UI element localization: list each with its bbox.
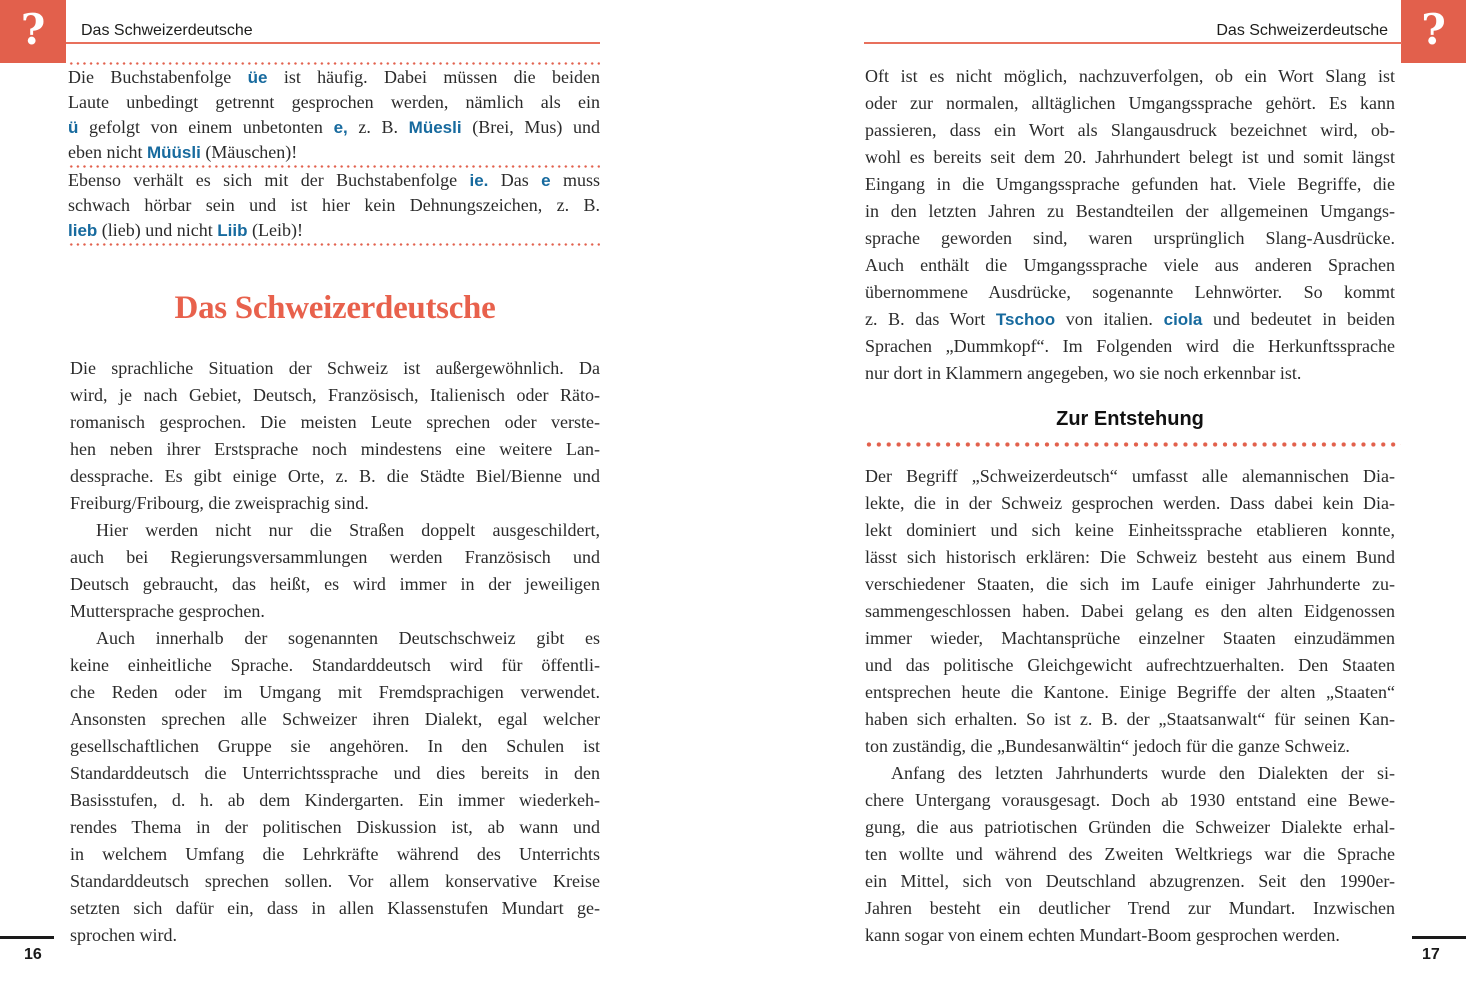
text-line: in den letzten Jahren zu Bestandteilen der allgemeinen Umgangs- (865, 201, 1395, 221)
text-line: verschiedener Staaten, die sich im Laufe einiger Jahrhunderte zu- (865, 574, 1395, 594)
dialect-term: Müesli (408, 118, 462, 137)
footer-rule-right (1412, 936, 1466, 939)
text-line: Muttersprache gesprochen. (70, 601, 265, 621)
text-line: Hier werden nicht nur die Straßen doppelt ausgeschildert, (96, 520, 600, 540)
text-line: gesellschaftlichen Gruppe sie angehören. In den Schulen ist (70, 736, 600, 756)
text-line: passieren, dass ein Wort als Slangausdruck bezeichnet wird, ob- (865, 120, 1395, 140)
text-line: ü gefolgt von einem unbetonten e, z. B. Müesli (Brei, Mus) und (68, 117, 600, 137)
chapter-marker-left (0, 0, 66, 63)
text-line: ton zuständig, die „Bundesanwältin“ jedoch für die ganze Schweiz. (865, 736, 1350, 756)
dialect-term: Müüsli (146, 143, 201, 162)
text-line: Laute unbedingt getrennt gesprochen werden, nämlich als ein (68, 92, 600, 112)
text-line: Freiburg/Fribourg, die zweisprachig sind. (70, 493, 369, 513)
question-mark-icon: ? (1421, 4, 1446, 54)
text-line: chere Untergang vorausgesagt. Doch ab 1930 entstand eine Bewe- (865, 790, 1395, 810)
text-line: und das politische Gleichgewicht aufrechtzuerhalten. Den Staaten (865, 655, 1395, 675)
text-line: oder zur normalen, alltäglichen Umgangssprache gehört. Es kann (865, 93, 1395, 113)
text-line: lekte, die in der Schweiz gesprochen werden. Dass dabei kein Dia- (865, 493, 1395, 513)
info-box-ie (68, 168, 600, 243)
text-line: Ebenso verhält es sich mit der Buchstabenfolge ie. Das e muss (68, 170, 600, 190)
text-line: wohl es bereits seit dem 20. Jahrhundert belegt ist und somit längst (865, 147, 1395, 167)
body-text-right-top (865, 63, 1395, 387)
text-line: gung, die aus patriotischen Gründen die Schweizer Dialekte erhal- (865, 817, 1395, 837)
dialect-term: Liib (217, 221, 248, 240)
paragraph (70, 355, 600, 517)
text-line: setzten sich dafür ein, dass in allen Klassenstufen Mundart ge- (70, 898, 600, 918)
info-boxes (68, 62, 600, 246)
text-line: übernommene Ausdrücke, sogenannte Lehnwörter. So kommt (865, 282, 1395, 302)
dialect-term: e (541, 171, 551, 190)
text-line: lässt sich historisch erklären: Die Schweiz besteht aus einem Bund (865, 547, 1395, 567)
text-line: ten wollte und während des Zweiten Weltkriegs war die Sprache (865, 844, 1395, 864)
text-line: Ansonsten sprechen alle Schweizer ihren Dialekt, egal welcher (70, 709, 600, 729)
dialect-term: ie. (469, 171, 489, 190)
text-line: sprache geworden sind, waren ursprünglich Slang-Ausdrücke. (865, 228, 1395, 248)
dialect-term: Tschoo (995, 310, 1056, 329)
text-line: nur dort in Klammern angegeben, wo sie noch erkennbar ist. (865, 363, 1302, 383)
text-line: hen neben ihrer Erstsprache noch mindestens eine weitere Lan- (70, 439, 600, 459)
text-line: wird, je nach Gebiet, Deutsch, Französisch, Italienisch oder Räto- (70, 385, 600, 405)
header-rule-right (864, 42, 1402, 44)
text-line: Auch enthält die Umgangssprache viele aus anderen Sprachen (865, 255, 1395, 275)
body-text-left (70, 355, 600, 949)
text-line: kann sogar von einem echten Mundart-Boom gesprochen werden. (865, 925, 1340, 945)
text-line: Auch innerhalb der sogenannten Deutschschweiz gibt es (96, 628, 600, 648)
text-line: Jahren besteht ein deutlicher Trend zur Mundart. Inzwischen (865, 898, 1395, 918)
text-line: Oft ist es nicht möglich, nachzuverfolgen, ob ein Wort Slang ist (865, 66, 1395, 86)
question-mark-icon: ? (20, 4, 46, 54)
text-line: sprochen wird. (70, 925, 177, 945)
chapter-marker-right (1401, 0, 1466, 63)
chapter-title: Das Schweizerdeutsche (174, 290, 496, 326)
paragraph (70, 625, 600, 949)
body-text-right-bottom (865, 463, 1395, 949)
dotted-divider (68, 243, 600, 246)
text-line: keine einheitliche Sprache. Standarddeutsch wird für öffentli- (70, 655, 600, 675)
text-line: eben nicht Müüsli (Mäuschen)! (68, 142, 298, 162)
text-line: haben sich erhalten. So ist z. B. der „Staatsanwalt“ für seinen Kan- (865, 709, 1395, 729)
paragraph (68, 168, 600, 243)
paragraph (865, 760, 1395, 949)
text-line: Der Begriff „Schweizerdeutsch“ umfasst alle alemannischen Dia- (865, 466, 1395, 486)
text-line: Sprachen „Dummkopf“. Im Folgenden wird die Herkunftssprache (865, 336, 1395, 356)
running-head-right-text: Das Schweizerdeutsche (1216, 22, 1388, 39)
text-line: Anfang des letzten Jahrhunderts wurde den Dialekten der si- (891, 763, 1395, 783)
section-heading: Zur Entstehung (1056, 408, 1204, 430)
paragraph (865, 63, 1395, 387)
text-line: romanisch gesprochen. Die meisten Leute sprechen oder verste- (70, 412, 600, 432)
paragraph (68, 65, 600, 165)
running-head-left-text: Das Schweizerdeutsche (81, 22, 253, 39)
dialect-term: ü (68, 118, 79, 137)
text-line: auch bei Regierungsversammlungen werden Französisch und (70, 547, 600, 567)
dialect-term: lieb (68, 221, 98, 240)
text-line: Deutsch gebraucht, das heißt, es wird immer in der jeweiligen (70, 574, 600, 594)
page-number-left: 16 (24, 946, 42, 963)
text-line: Basisstufen, d. h. ab dem Kindergarten. Ein immer wiederkeh- (70, 790, 600, 810)
running-head-right (865, 0, 1388, 40)
running-head-left (81, 0, 253, 40)
paragraph (70, 517, 600, 625)
text-line: ein Mittel, sich von Deutschland abzugrenzen. Seit den 1990er- (865, 871, 1395, 891)
text-line: Eingang in die Umgangssprache gefunden hat. Viele Begriffe, die (865, 174, 1395, 194)
dialect-term: ciola (1163, 310, 1203, 329)
text-line: Standarddeutsch die Unterrichtssprache und dies bereits in den (70, 763, 600, 783)
text-line: immer wieder, Machtansprüche einzelner Staaten einzudämmen (865, 628, 1395, 648)
header-rule-left (66, 42, 600, 44)
text-line: sammengeschlossen haben. Dabei gelang es den alten Eidgenossen (865, 601, 1395, 621)
dialect-term: üe (247, 68, 268, 87)
text-line: Die Buchstabenfolge üe ist häufig. Dabei müssen die beiden (68, 67, 600, 87)
dotted-divider-large (864, 442, 1401, 447)
text-line: Standarddeutsch sprechen sollen. Vor allem konservative Kreise (70, 871, 600, 891)
text-line: schwach hörbar sein und ist hier kein Dehnungszeichen, z. B. (68, 195, 600, 215)
footer-rule-left (0, 936, 54, 939)
text-line: dessprache. Es gibt einige Orte, z. B. die Städte Biel/Bienne und (70, 466, 600, 486)
text-line: lieb (lieb) und nicht Liib (Leib)! (68, 220, 303, 240)
page-number-right: 17 (1422, 946, 1440, 963)
dialect-term: e, (333, 118, 348, 137)
text-line: in welchem Umfang die Lehrkräfte während des Unterrichts (70, 844, 600, 864)
text-line: entsprechen heute die Kantone. Einige Begriffe der alten „Staaten“ (865, 682, 1395, 702)
text-line: lekt dominiert und sich keine Einheitssprache etablieren konnte, (865, 520, 1395, 540)
text-line: che Reden oder im Umgang mit Fremdsprachigen verwendet. (70, 682, 600, 702)
info-box-ue (68, 65, 600, 165)
text-line: z. B. das Wort Tschoo von italien. ciola und bedeutet in beiden (865, 309, 1395, 329)
text-line: Die sprachliche Situation der Schweiz ist außergewöhnlich. Da (70, 358, 600, 378)
text-line: rendes Thema in der politischen Diskussion ist, ab wann und (70, 817, 600, 837)
paragraph (865, 463, 1395, 760)
